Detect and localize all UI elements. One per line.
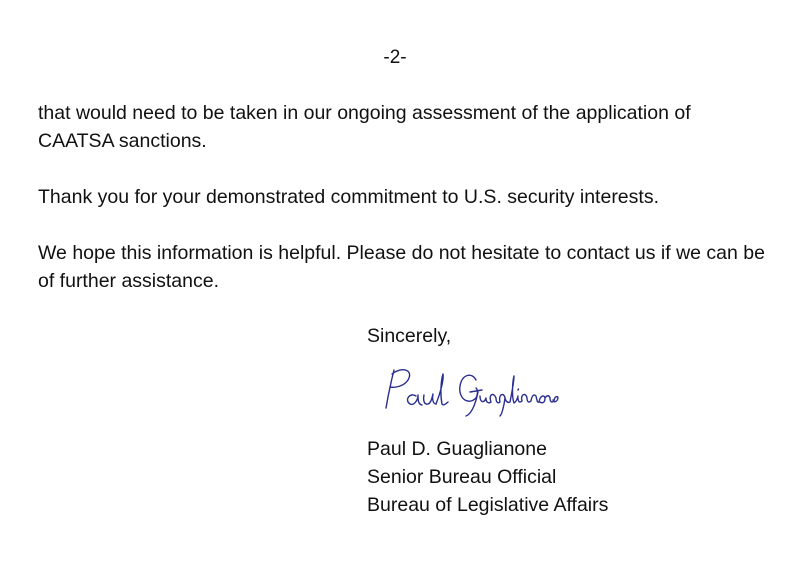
body-paragraph-2: Thank you for your demonstrated commitment to U.S. security interests. <box>38 186 659 208</box>
signer-name: Paul D. Guaglianone <box>367 438 547 460</box>
signer-title: Senior Bureau Official <box>367 466 557 488</box>
body-paragraph-3: We hope this information is helpful. Please do not hesitate to contact us if we can be of further assistance. <box>38 242 765 292</box>
signer-block <box>367 435 767 519</box>
handwritten-signature <box>372 362 562 418</box>
page-number: -2- <box>383 47 407 68</box>
body-paragraph-1: that would need to be taken in our ongoing assessment of the application of CAATSA sanctions. <box>38 102 691 152</box>
closing-salutation: Sincerely, <box>367 325 452 347</box>
signer-office: Bureau of Legislative Affairs <box>367 494 609 516</box>
